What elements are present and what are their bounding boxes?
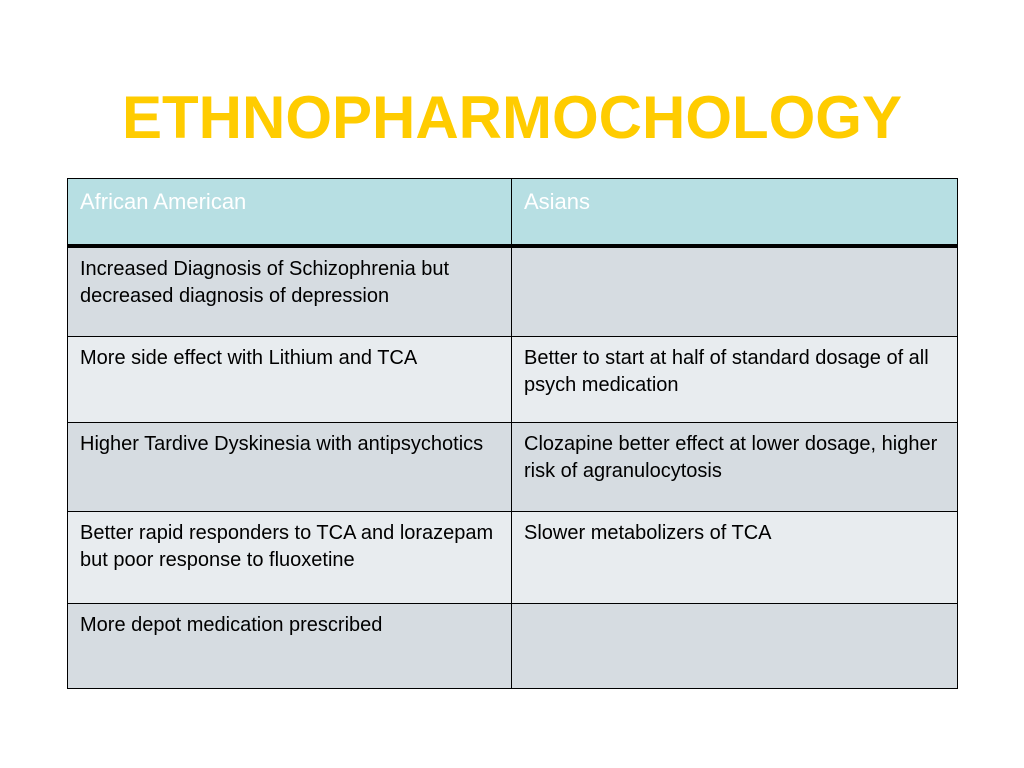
table-row [68,337,958,423]
table-cell: More depot medication prescribed [68,604,512,689]
table-row [68,423,958,512]
table-row [68,246,958,337]
table-cell [512,604,958,689]
table-cell: Slower metabolizers of TCA [512,512,958,604]
table-cell: Better to start at half of standard dosage of all psych medication [512,337,958,423]
table-cell [512,246,958,337]
table-cell: Increased Diagnosis of Schizophrenia but decreased diagnosis of depression [68,246,512,337]
slide-title: ETHNOPHARMOCHOLOGY [122,84,902,151]
table-row [68,604,958,689]
table-cell: Better rapid responders to TCA and lorazepam but poor response to fluoxetine [68,512,512,604]
table-header-row [68,179,958,247]
table-cell: Higher Tardive Dyskinesia with antipsychotics [68,423,512,512]
header-african-american: African American [68,179,512,247]
table-cell: Clozapine better effect at lower dosage, higher risk of agranulocytosis [512,423,958,512]
comparison-table [67,178,958,689]
table-cell: More side effect with Lithium and TCA [68,337,512,423]
comparison-table-container [67,178,957,689]
header-asians: Asians [512,179,958,247]
table-row [68,512,958,604]
